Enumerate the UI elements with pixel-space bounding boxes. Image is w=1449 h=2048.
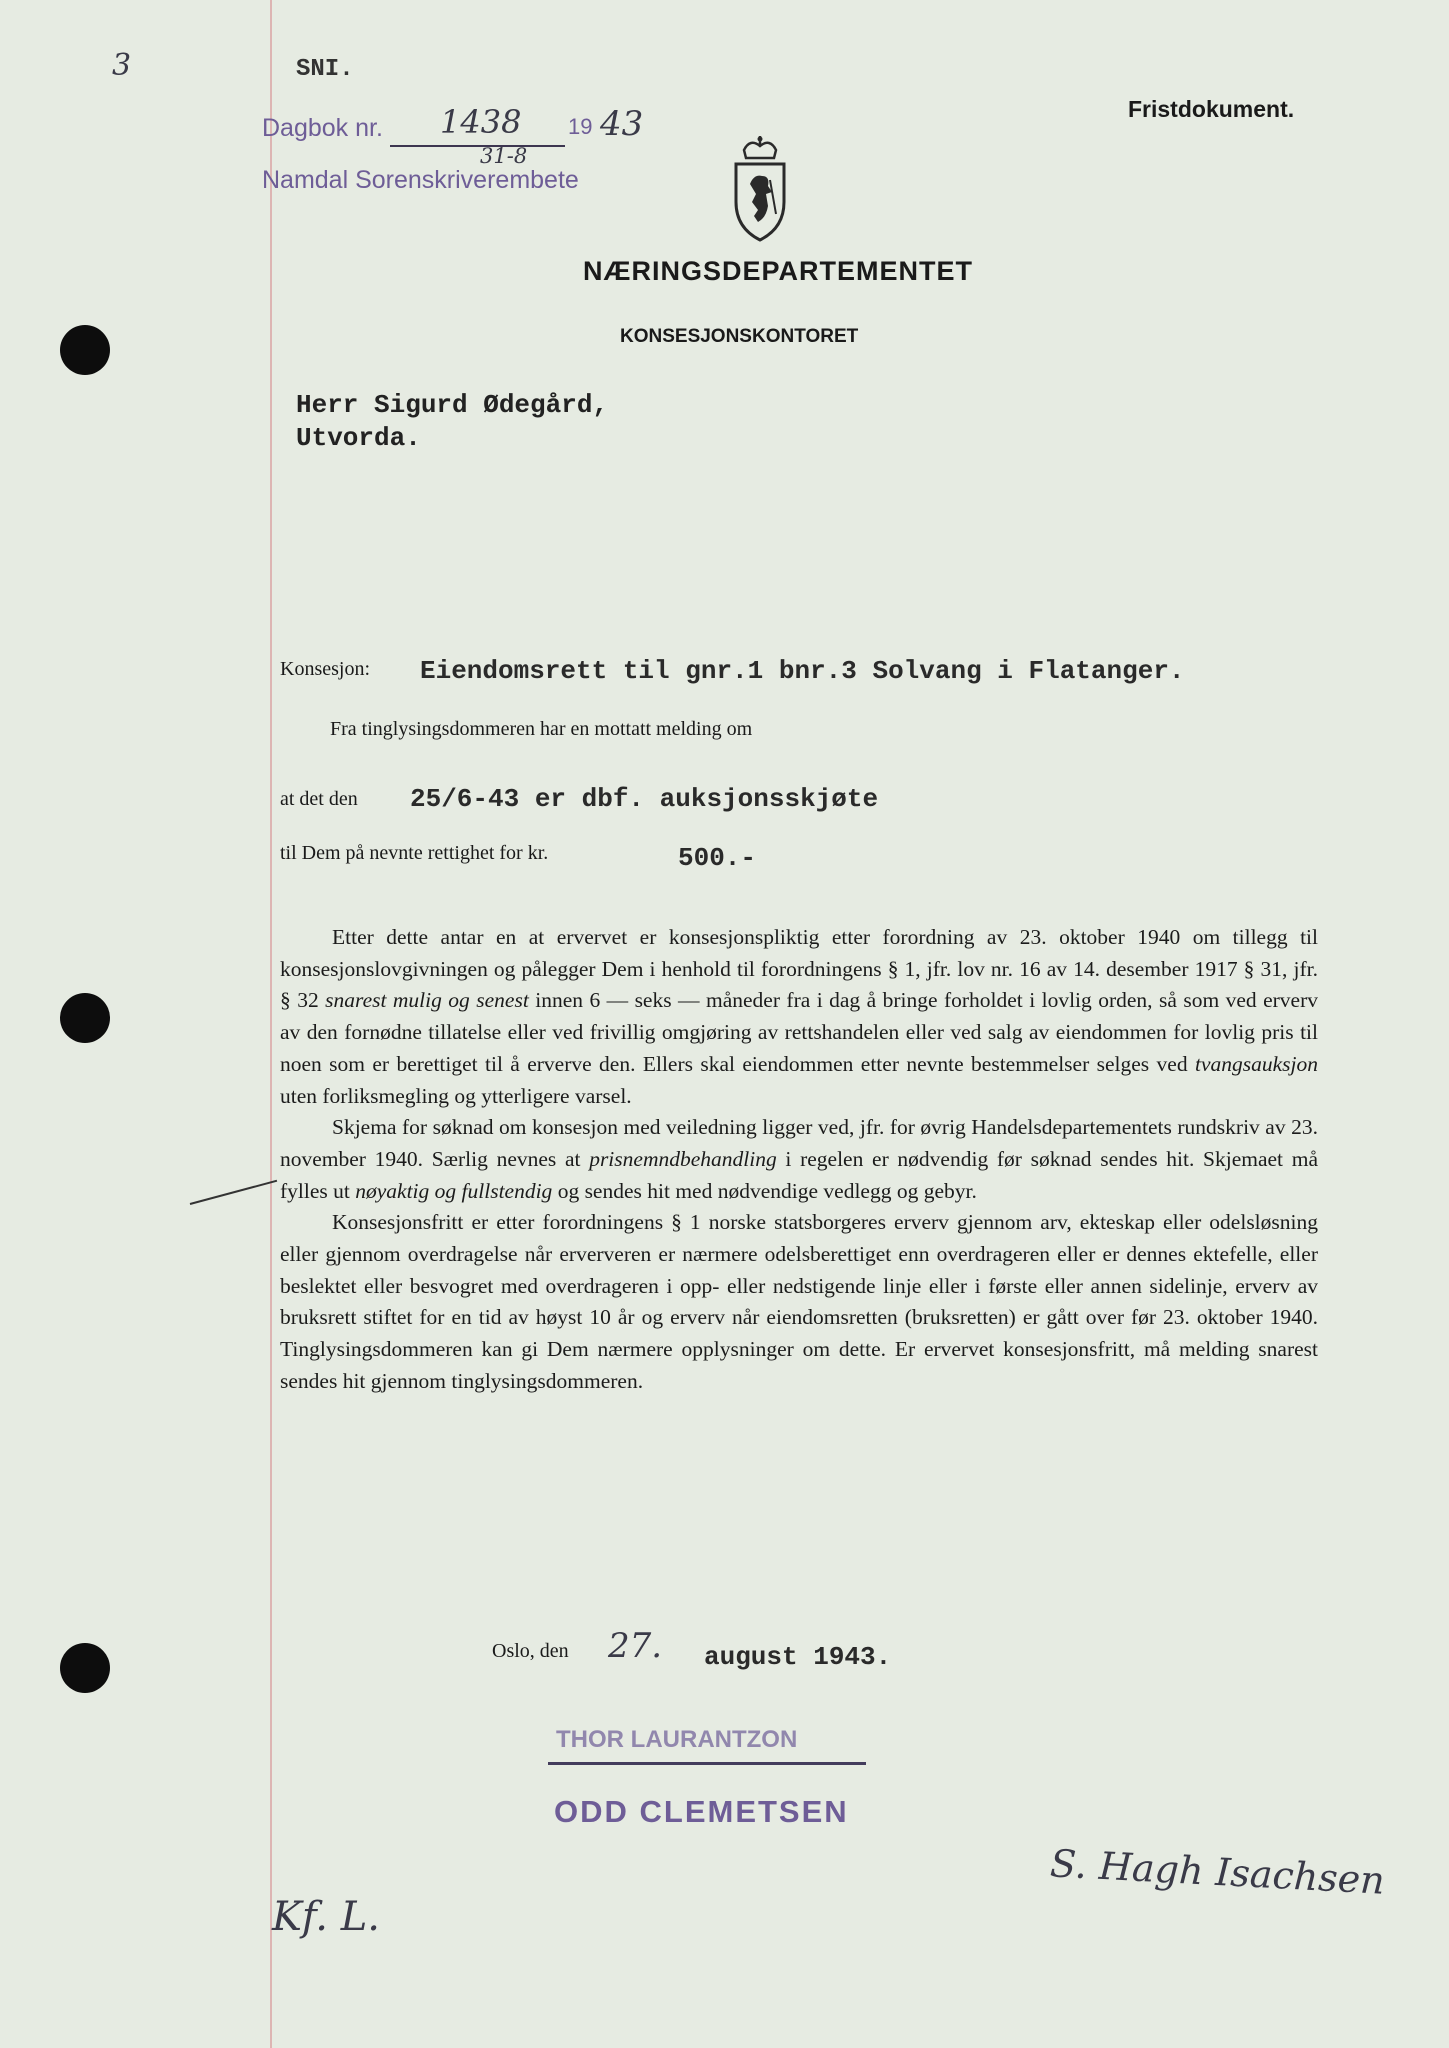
price-line-value: 500.-	[678, 843, 757, 873]
margin-line	[270, 0, 272, 2048]
date-line-prefix: at det den	[280, 788, 358, 810]
paragraph-1-part: uten forliksmegling og ytterligere varsel.	[280, 1083, 632, 1108]
office-stamp: Namdal Sorenskriverembete	[262, 166, 579, 194]
coat-of-arms-lion-icon	[730, 136, 790, 244]
closing-month-year: august 1943.	[704, 1642, 892, 1672]
konsesjon-value: Eiendomsrett til gnr.1 bnr.3 Solvang i Flatanger.	[420, 656, 1185, 686]
konsesjon-label: Konsesjon:	[280, 658, 370, 680]
paragraph-1-emphasis: tvangsauksjon	[1194, 1051, 1318, 1076]
office-title: KONSESJONSKONTORET	[620, 326, 859, 347]
dagbok-date: 31-8	[480, 144, 528, 168]
paragraph-2-part: og sendes hit med nødvendige vedlegg og gebyr.	[552, 1178, 977, 1203]
initials: Kf. L.	[272, 1894, 380, 1940]
addressee-line1: Herr Sigurd Ødegård,	[296, 390, 609, 420]
dagbok-label: Dagbok nr.	[262, 114, 383, 142]
handwritten-signature: S. Hagh Isachsen	[1049, 1841, 1386, 1903]
closing-day: 27.	[608, 1626, 663, 1666]
paragraph-2	[280, 1112, 1318, 1207]
document-type: Fristdokument.	[1128, 96, 1295, 122]
punch-hole	[60, 325, 110, 375]
strikethrough-line	[548, 1762, 866, 1765]
paragraph-1-part: innen 6 — seks — måneder fra i dag å bringe forholdet i lovlig orden, så som ved erverv av den fornødne tillatelse eller ved frivillig omgjøring av rettshandelen eller ved salg av eiendommen for lovlig pris til noen som er berettiget til å erverve den. Ellers skal eiendommen etter nevnte bestemmelser selges ved	[280, 988, 1318, 1076]
signatory-stamp: ODD CLEMETSEN	[554, 1794, 849, 1829]
year-prefix: 19	[568, 114, 593, 139]
dagbok-number: 1438	[440, 103, 522, 141]
price-line-prefix: til Dem på nevnte rettighet for kr.	[280, 842, 549, 864]
page-number: 3	[112, 48, 132, 83]
addressee-line2: Utvorda.	[296, 423, 421, 453]
punch-hole	[60, 1643, 110, 1693]
margin-mark	[190, 1180, 277, 1205]
closing-place: Oslo, den	[492, 1640, 569, 1662]
paragraph-3: Konsesjonsfritt er etter forordningens § 1 norske statsborgeres erverv gjennom arv, ekteskap eller odelsløsning eller gjennom overdragelse når erververen er nærmere odelsberettiget enn overdrageren eller er dennes ektefelle, eller beslektet eller besvogret med overdrageren i opp- eller nedstigende linje eller i første eller annen sidelinje, erverv av bruksrett stiftet for en tid av høyst 10 år og erverv når eiendomsretten (bruksretten) er gått over før 23. oktober 1940. Tinglysingsdommeren kan gi Dem nærmere opplysninger om dette. Er ervervet konsesjonsfritt, må melding snarest sendes hit gjennom tinglysingsdommeren.	[280, 1210, 1318, 1393]
paragraph-1-emphasis: snarest mulig og senest	[325, 988, 529, 1013]
paragraph-2-emphasis: prisnemndbehandling	[589, 1146, 777, 1171]
paragraph-1-part: Etter dette antar en at ervervet er konsesjonspliktig etter forordning av 23. oktober 1940 om tillegg til konsesjonslovgivningen og pålegger Dem i henhold til forordningens § 1, jfr. lov nr. 16 av 14. desember 1917 § 31, jfr. § 32	[280, 925, 1318, 1013]
punch-hole	[60, 993, 110, 1043]
dagbok-underline	[390, 145, 565, 147]
paragraph-1	[280, 922, 1318, 1112]
intro-line: Fra tinglysingsdommeren har en mottatt melding om	[330, 718, 753, 740]
paragraph-2-part: Skjema for søknad om konsesjon med veiledning ligger ved, jfr. for øvrig Handelsdepartementets rundskriv av 23. november 1940. Særlig nevnes at	[280, 1115, 1318, 1171]
department-title: NÆRINGSDEPARTEMENTET	[583, 256, 974, 286]
date-line-value: 25/6-43 er dbf. auksjonsskjøte	[410, 784, 879, 814]
typed-code: SNI.	[296, 56, 354, 83]
paragraph-2-emphasis: nøyaktig og fullstendig	[355, 1178, 553, 1203]
body-text	[280, 922, 1318, 1398]
struck-name: THOR LAURANTZON	[556, 1726, 798, 1753]
year-suffix: 43	[600, 104, 644, 144]
paragraph-2-part: i regelen er nødvendig før søknad sendes hit. Skjemaet må fylles ut	[280, 1146, 1318, 1203]
